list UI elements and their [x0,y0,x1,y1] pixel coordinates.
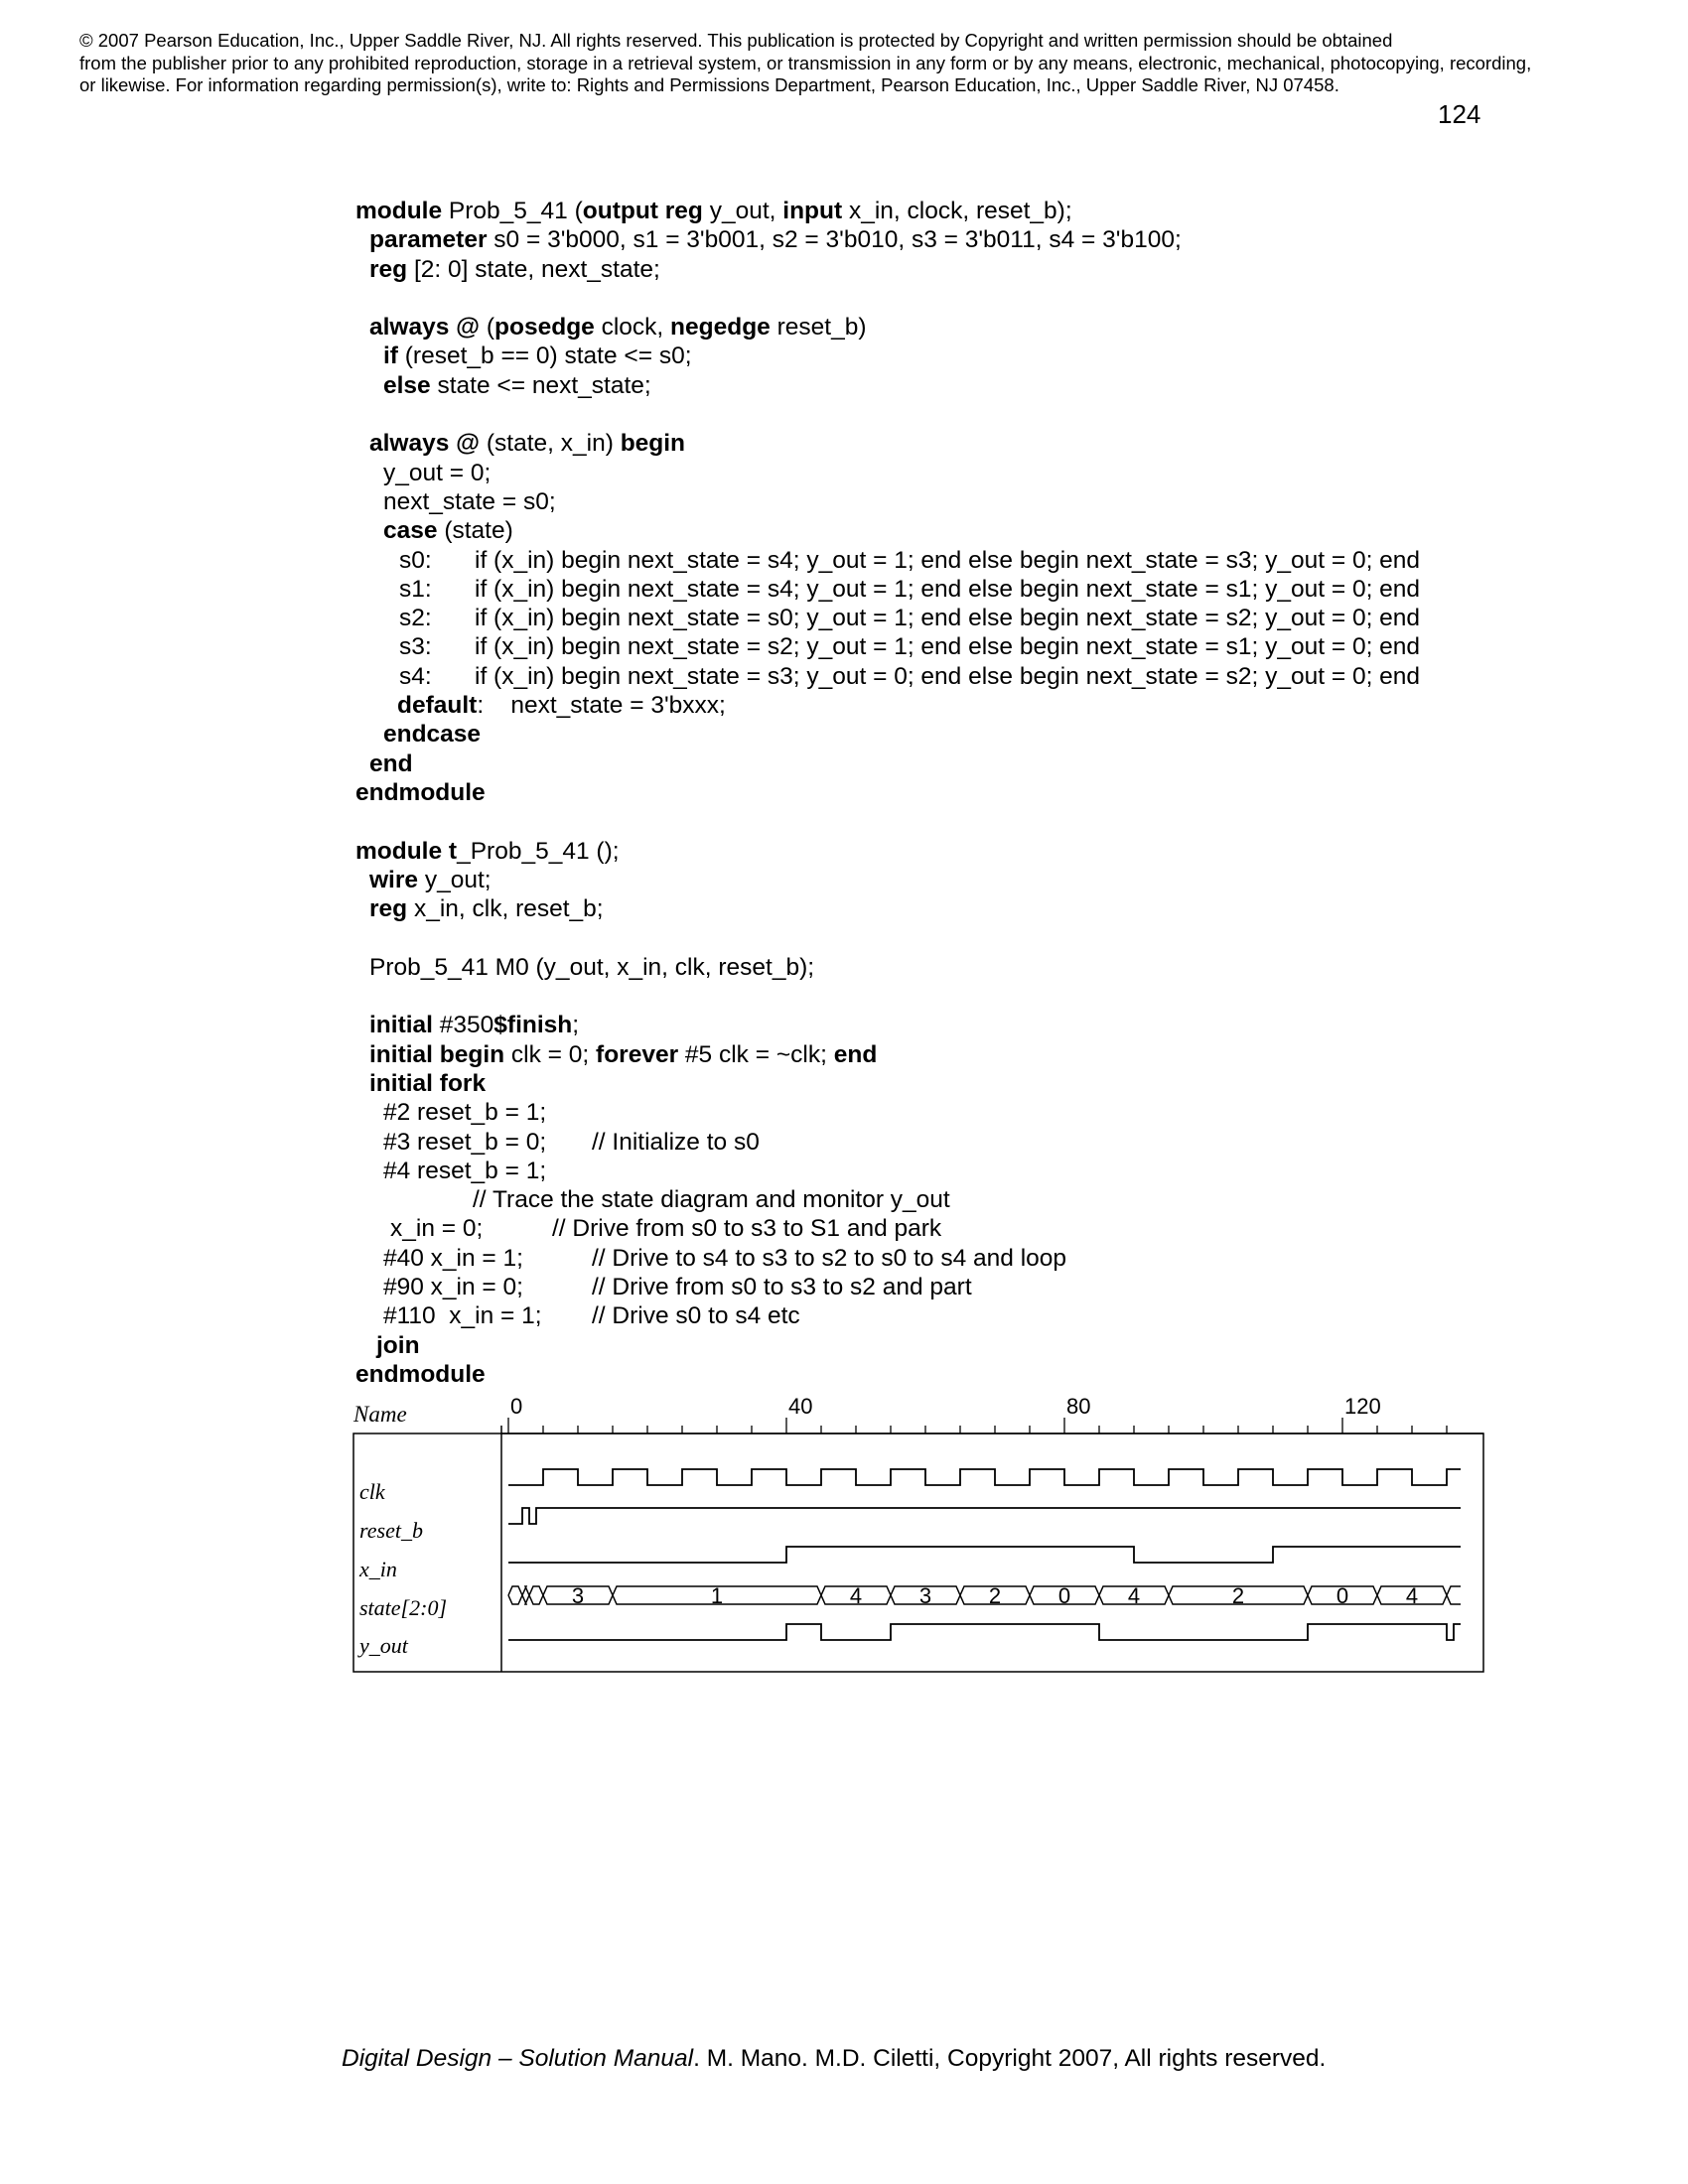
case-item: s1: if (x_in) begin next_state = s4; y_out = 1; end else begin next_state = s1; y_out = 0; end [399,575,1421,603]
y-out-trace [508,1624,1461,1640]
state-value-label: 4 [849,1583,863,1608]
code-line: #2 reset_b = 1; [383,1099,547,1127]
reset-b-trace [508,1508,1461,1524]
code-line: always @ (posedge clock, negedge reset_b) [369,314,867,341]
code-line: // Trace the state diagram and monitor y_out [473,1186,950,1214]
state-value-label: 3 [571,1583,585,1608]
footer-title: Digital Design – Solution Manual [342,2045,694,2072]
signal-name-x-in: x_in [359,1557,397,1581]
signal-name-y-out: y_out [359,1633,408,1658]
code-line: Prob_5_41 M0 (y_out, x_in, clk, reset_b); [369,953,815,981]
code-line: #90 x_in = 0; // Drive from s0 to s3 to s2 and part [383,1273,972,1300]
time-label: 40 [788,1394,813,1419]
case-item: s4: if (x_in) begin next_state = s3; y_out = 0; end else begin next_state = s2; y_out = 0; end [399,662,1421,690]
name-header: Name [353,1402,407,1427]
copyright-line: © 2007 Pearson Education, Inc., Upper Saddle River, NJ. All rights reserved. This publication is protected by Copyright and written permission should be obtained [79,30,1393,51]
state-segment [529,1586,543,1604]
code-line: else state <= next_state; [383,371,651,399]
code-line: join [376,1331,420,1359]
state-segment [508,1586,522,1604]
page-number: 124 [1438,99,1481,129]
code-line: endmodule [355,1360,486,1388]
copyright-notice [79,30,1628,97]
case-item: s3: if (x_in) begin next_state = s2; y_out = 1; end else begin next_state = s1; y_out = 0; end [399,633,1421,661]
code-line: parameter s0 = 3'b000, s1 = 3'b001, s2 = 3'b010, s3 = 3'b011, s4 = 3'b100; [369,226,1182,254]
code-line: default: next_state = 3'bxxx; [397,692,726,720]
time-label: 120 [1344,1394,1381,1419]
code-line: next_state = s0; [383,487,556,515]
case-item: s2: if (x_in) begin next_state = s0; y_out = 1; end else begin next_state = s2; y_out = 0; end [399,605,1421,632]
state-value-label: 2 [988,1583,1002,1608]
code-line: #110 x_in = 1; // Drive s0 to s4 etc [383,1302,800,1330]
code-line: module Prob_5_41 (output reg y_out, input x_in, clock, reset_b); [355,198,1072,224]
code-line: if (reset_b == 0) state <= s0; [383,342,692,370]
signal-name-clk: clk [359,1479,385,1504]
copyright-line: or likewise. For information regarding permission(s), write to: Rights and Permissions Department, Pearson Education, Inc., Upper Saddle River, NJ 07458. [79,74,1339,95]
signal-name-reset-b: reset_b [359,1518,423,1543]
state-value-label: 3 [918,1583,932,1608]
code-line: initial fork [369,1069,487,1097]
code-line: #40 x_in = 1; // Drive to s4 to s3 to s2 to s0 to s4 and loop [383,1244,1067,1272]
state-value-label: 4 [1127,1583,1141,1608]
code-line: module t_Prob_5_41 (); [355,837,620,865]
x-in-trace [508,1547,1461,1563]
state-segment [1447,1586,1461,1604]
code-line: #3 reset_b = 0; // Initialize to s0 [383,1128,760,1156]
timing-diagram [350,1388,1491,1686]
signal-name-state: state[2:0] [359,1595,447,1620]
state-segment [522,1586,529,1604]
state-value-label: 2 [1231,1583,1245,1608]
state-value-label: 1 [710,1583,724,1608]
state-value-label: 0 [1057,1583,1071,1608]
code-line: x_in = 0; // Drive from s0 to s3 to S1 and park [390,1215,942,1243]
case-item: s0: if (x_in) begin next_state = s4; y_out = 1; end else begin next_state = s3; y_out = 0; end [399,546,1421,574]
verilog-code [355,197,1421,1389]
code-line: wire y_out; [369,866,492,893]
time-label: 0 [510,1394,523,1419]
clk-trace [508,1469,1461,1485]
state-value-label: 4 [1405,1583,1419,1608]
time-label: 80 [1066,1394,1091,1419]
code-line: endmodule [355,778,486,806]
state-value-label: 0 [1336,1583,1349,1608]
code-line: #4 reset_b = 1; [383,1157,547,1184]
code-line: reg x_in, clk, reset_b; [369,895,604,923]
code-line: endcase [383,721,482,749]
code-line: reg [2: 0] state, next_state; [369,255,660,283]
code-line: initial begin clk = 0; forever #5 clk = ~clk; end [369,1040,878,1068]
footer [342,2045,1326,2073]
code-line: initial #350$finish; [369,1012,580,1039]
copyright-line: from the publisher prior to any prohibited reproduction, storage in a retrieval system, or transmission in any form or by any means, electronic, mechanical, photocopying, recording, [79,52,1532,73]
footer-credit: . M. Mano. M.D. Ciletti, Copyright 2007, All rights reserved. [693,2045,1327,2072]
code-line: case (state) [383,517,513,545]
code-line: always @ (state, x_in) begin [369,430,686,458]
code-line: y_out = 0; [383,459,492,486]
code-line: end [369,750,413,777]
